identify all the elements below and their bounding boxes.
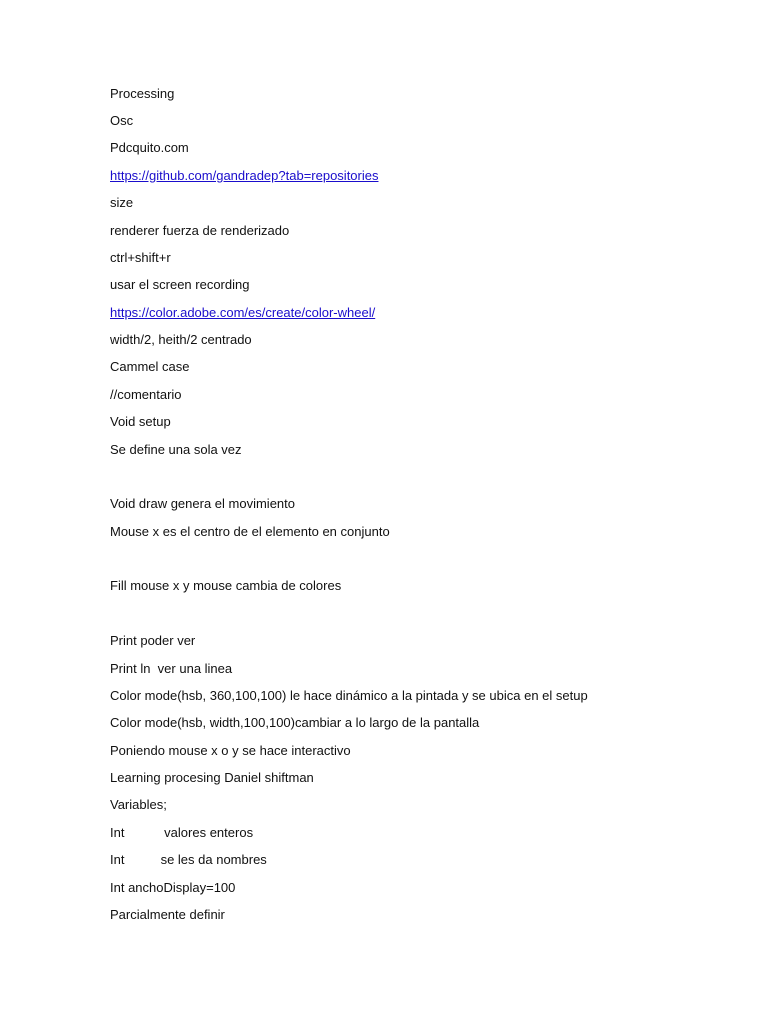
note-line: Processing [110, 86, 175, 101]
note-line: Poniendo mouse x o y se hace interactivo [110, 743, 351, 758]
note-line: Se define una sola vez [110, 442, 242, 457]
note-line: renderer fuerza de renderizado [110, 223, 290, 238]
note-line: ctrl+shift+r [110, 250, 171, 265]
note-line: Int valores enteros [110, 825, 254, 840]
note-line: Fill mouse x y mouse cambia de colores [110, 578, 342, 593]
note-line: Int anchoDisplay=100 [110, 880, 236, 895]
github-link[interactable]: https://github.com/gandradep?tab=repositories [110, 168, 379, 183]
note-line: size [110, 195, 134, 210]
note-line: Color mode(hsb, width,100,100)cambiar a lo largo de la pantalla [110, 715, 480, 730]
note-line: //comentario [110, 387, 182, 402]
note-line: usar el screen recording [110, 277, 250, 292]
note-line: width/2, heith/2 centrado [110, 332, 252, 347]
note-line: Pdcquito.com [110, 140, 189, 155]
note-line: Learning procesing Daniel shiftman [110, 770, 314, 785]
note-line: Color mode(hsb, 360,100,100) le hace dinámico a la pintada y se ubica en el setup [110, 688, 588, 703]
note-line: Variables; [110, 797, 167, 812]
note-line: Void setup [110, 414, 171, 429]
note-line: Void draw genera el movimiento [110, 496, 295, 511]
adobe-color-link[interactable]: https://color.adobe.com/es/create/color-wheel/ [110, 305, 376, 320]
note-line: Print ln ver una linea [110, 661, 233, 676]
note-line: Mouse x es el centro de el elemento en conjunto [110, 524, 390, 539]
note-line: Int se les da nombres [110, 852, 267, 867]
note-line: Print poder ver [110, 633, 196, 648]
note-line: Osc [110, 113, 134, 128]
note-line: Cammel case [110, 359, 190, 374]
note-line: Parcialmente definir [110, 907, 225, 922]
